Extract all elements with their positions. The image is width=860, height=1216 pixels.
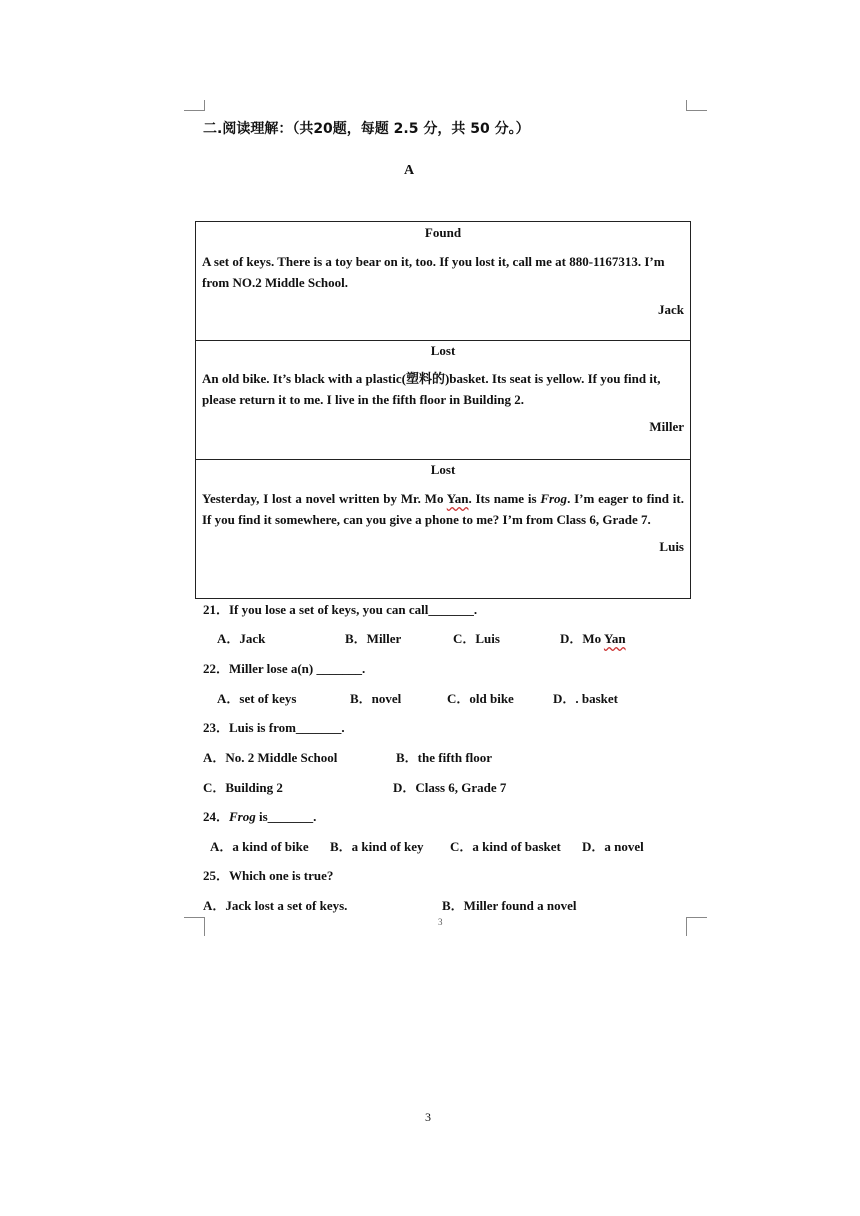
option-name: Yan [603, 631, 626, 646]
q25-option-a: A．Jack lost a set of keys. [203, 898, 348, 913]
notice-signature: Jack [658, 302, 684, 317]
crop-mark-top-left [184, 100, 205, 111]
notice-body: A set of keys. There is a toy bear on it, too. If you lost it, call me at 880-1167313. I’m from NO.2 Middle School. [202, 254, 665, 290]
notice-heading: Lost [430, 462, 456, 477]
question-24 [203, 806, 316, 825]
question-23: 23．Luis is from_______. [203, 720, 345, 735]
q24-option-c: C．a kind of basket [450, 839, 561, 854]
notice-body-text: . I’m eager to find it. If you find it somewhere, can you give a phone to me? I’m from Class 6, Grade 7. [202, 491, 684, 527]
q24-option-b: B．a kind of key [330, 839, 424, 854]
question-25: 25．Which one is true? [203, 868, 334, 883]
notice-body-text: Yesterday, I lost a novel written by Mr. Mo [202, 491, 447, 506]
question-number: 24． [203, 809, 230, 824]
question-title-word: Frog [229, 809, 256, 824]
notice-lost-bike [196, 340, 690, 459]
notice-lost-novel [196, 459, 690, 598]
crop-mark-top-right [686, 100, 707, 111]
question-text: is_______. [255, 809, 317, 824]
q23-option-d: D．Class 6, Grade 7 [393, 780, 507, 795]
q21-option-c: C．Luis [453, 631, 500, 646]
notice-found [196, 222, 690, 340]
q21-option-a: A．Jack [217, 631, 266, 646]
q22-option-d: D．. basket [553, 691, 619, 706]
crop-mark-bottom-right [686, 917, 707, 936]
notice-body-text: . Its name is [468, 491, 541, 506]
q24-option-d: D．a novel [582, 839, 644, 854]
q22-option-c: C．old bike [447, 691, 514, 706]
section-title: 二.阅读理解：（共20题，每题 2.5 分，共 50 分。） [203, 121, 530, 137]
notice-heading: Found [424, 225, 462, 240]
notice-body-title: Frog [540, 491, 568, 506]
page-number-small: 3 [438, 917, 443, 927]
q25-option-b: B．Miller found a novel [442, 898, 577, 913]
q22-option-a: A．set of keys [217, 691, 297, 706]
page-number: 3 [425, 1110, 431, 1124]
question-21: 21．If you lose a set of keys, you can call_______. [203, 602, 478, 617]
question-22: 22．Miller lose a(n) _______. [203, 661, 366, 676]
q24-option-a: A．a kind of bike [210, 839, 309, 854]
q23-option-c: C．Building 2 [203, 780, 283, 795]
part-label: A [404, 163, 415, 178]
option-text: D．Mo [560, 631, 604, 646]
notice-signature: Miller [649, 419, 684, 434]
q21-option-b: B．Miller [345, 631, 402, 646]
q22-option-b: B．novel [350, 691, 402, 706]
notice-body-name: Yan [446, 491, 469, 506]
notice-signature: Luis [659, 539, 684, 554]
q21-option-d [560, 628, 626, 647]
notice-heading: Lost [430, 343, 456, 358]
notice-board [195, 221, 691, 599]
crop-mark-bottom-left [184, 917, 205, 936]
q23-option-a: A．No. 2 Middle School [203, 750, 338, 765]
notice-body: An old bike. It’s black with a plastic(塑料的)basket. Its seat is yellow. If you find it, please return it to me. I live in the fifth floor in Building 2. [202, 371, 661, 407]
notice-body [202, 488, 684, 530]
q23-option-b: B．the fifth floor [396, 750, 493, 765]
